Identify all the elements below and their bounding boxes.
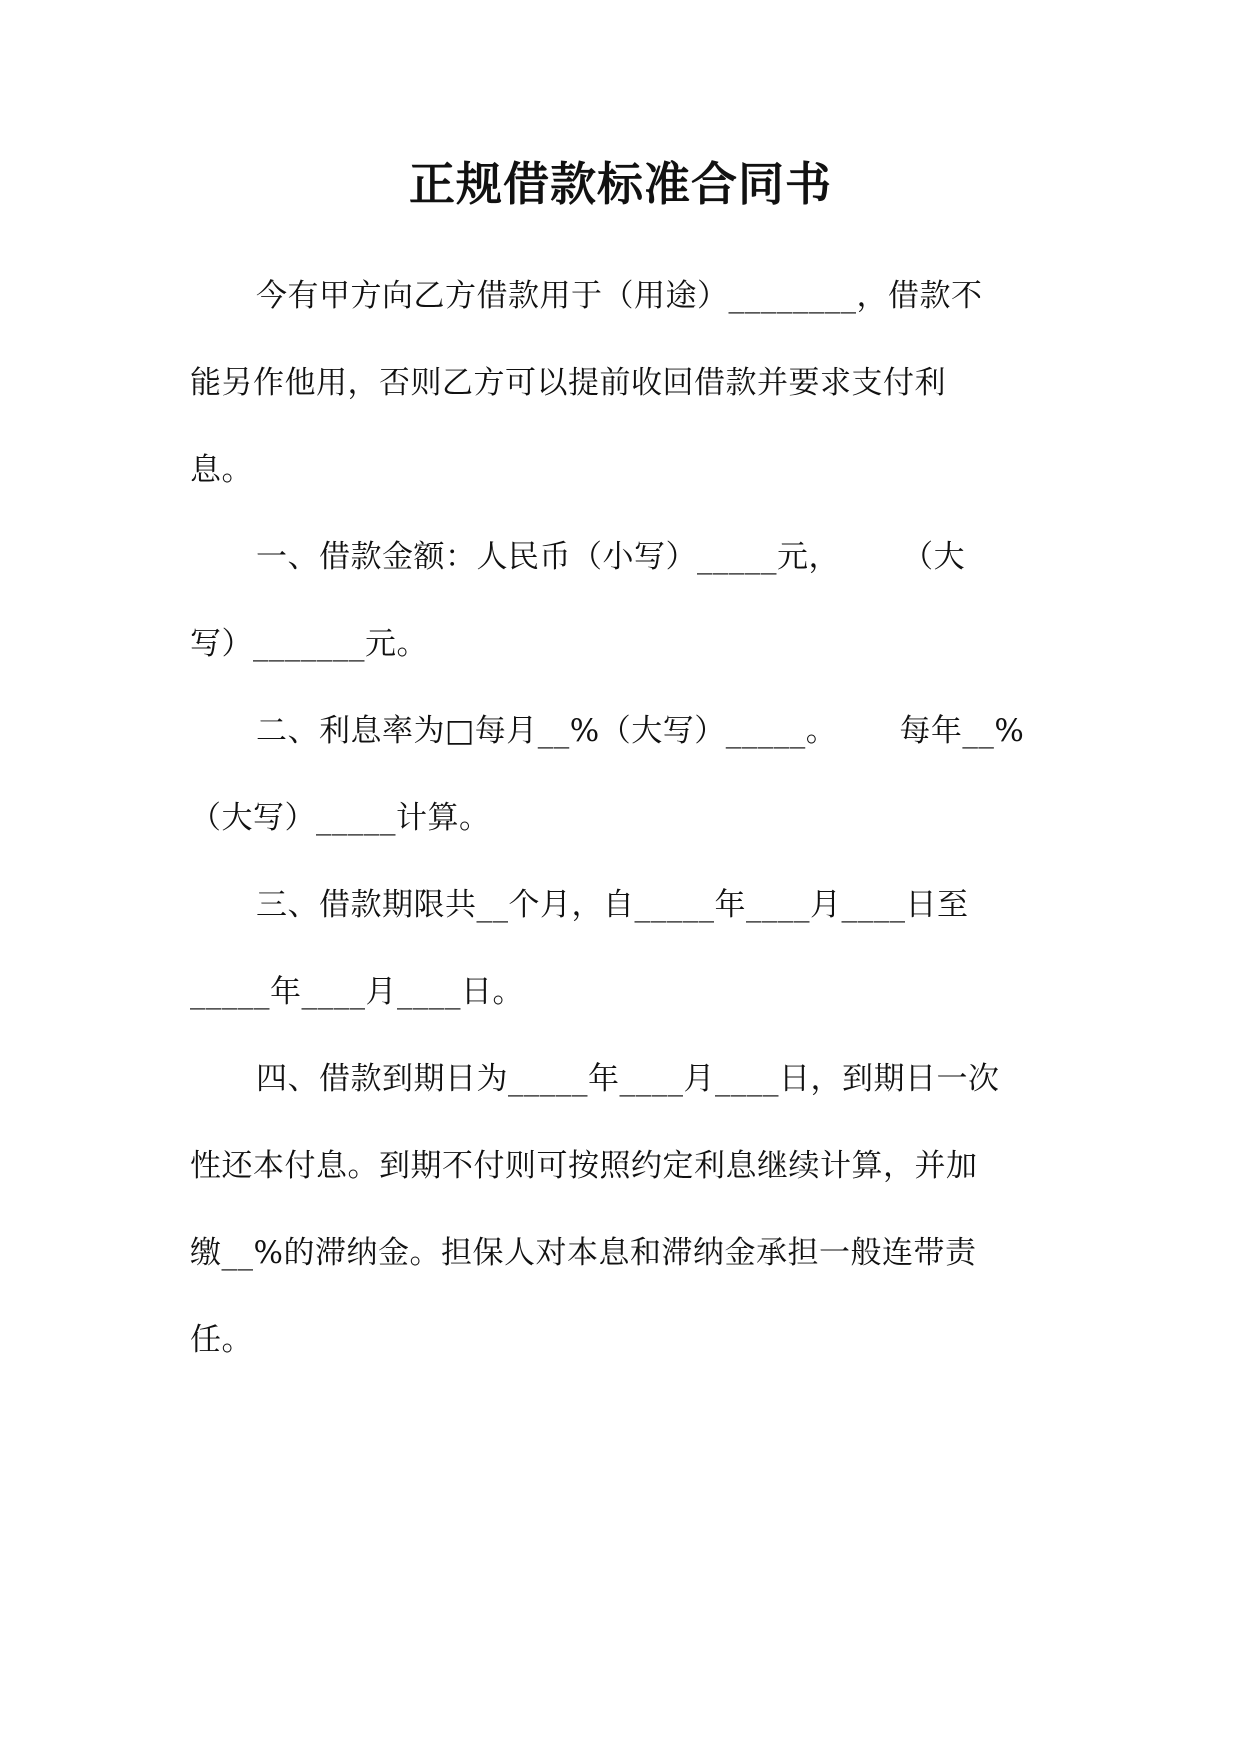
document-title: 正规借款标准合同书 <box>409 157 832 211</box>
clause-3-line-2: _____年____月____日。 <box>190 974 524 1010</box>
paragraph-intro-line-1: 今有甲方向乙方借款用于（用途）________，借款不 <box>256 278 983 314</box>
paragraph-intro-line-2: 能另作他用，否则乙方可以提前收回借款并要求支付利 <box>190 365 946 401</box>
clause-1-line-1: 一、借款金额：人民币（小写）_____元， （大 <box>256 539 966 575</box>
clause-4-line-4: 任。 <box>190 1322 253 1358</box>
clause-1-line-2: 写）_______元。 <box>190 626 428 662</box>
clause-3-line-1: 三、借款期限共__个月，自_____年____月____日至 <box>256 887 969 923</box>
clause-4-line-3: 缴__%的滞纳金。担保人对本息和滞纳金承担一般连带责 <box>190 1235 977 1271</box>
paragraph-intro-line-3: 息。 <box>190 452 253 488</box>
clause-4-line-2: 性还本付息。到期不付则可按照约定利息继续计算，并加 <box>190 1148 978 1184</box>
clause-2-line-1: 二、利息率为□每月__%（大写）_____。 每年__% <box>256 713 1025 749</box>
clause-2-line-2: （大写）_____计算。 <box>190 800 491 836</box>
clause-4-line-1: 四、借款到期日为_____年____月____日，到期日一次 <box>256 1061 1000 1097</box>
